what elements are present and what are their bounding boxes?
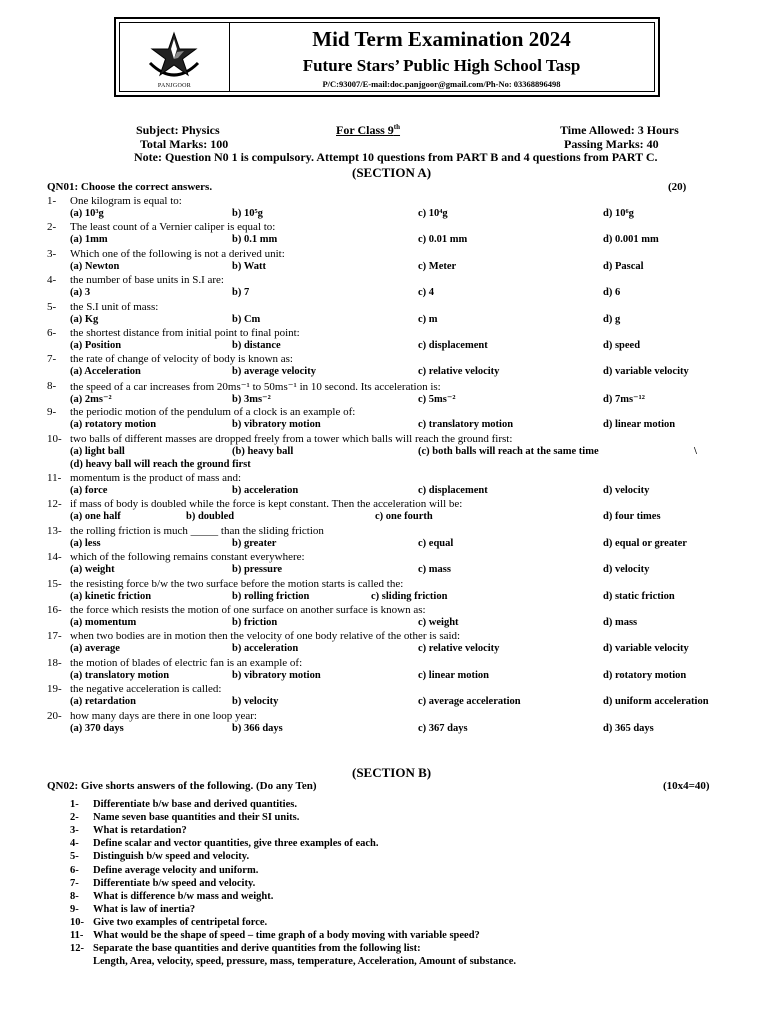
- short-question: [70, 851, 249, 862]
- passing-marks: Passing Marks: 40: [564, 137, 659, 151]
- mcq-option: c) 5ms⁻²: [418, 393, 456, 405]
- mcq-question: the resisting force b/w the two surface before the motion starts is called the:: [70, 577, 404, 590]
- short-question-number: 9-: [70, 903, 79, 915]
- mcq-option: c) displacement: [418, 340, 488, 351]
- mcq-option: b) distance: [232, 340, 281, 351]
- mcq-option: (a) less: [70, 537, 101, 549]
- mcq-option: b) Watt: [232, 260, 266, 272]
- class-label-sup: th: [393, 123, 401, 131]
- mcq-number: 16-: [47, 604, 62, 616]
- exam-title: Mid Term Examination 2024: [312, 27, 571, 51]
- short-question-text: What is difference b/w mass and weight.: [93, 890, 274, 902]
- mcq-number: 9-: [47, 406, 57, 419]
- mcq-question: One kilogram is equal to:: [70, 195, 182, 207]
- mcq-question: the negative acceleration is called:: [70, 683, 222, 696]
- mcq-number: 13-: [47, 524, 62, 537]
- mcq-option: (a) retardation: [70, 696, 136, 708]
- mcq-number: 4-: [47, 274, 57, 287]
- mcq-number: 5-: [47, 300, 57, 313]
- mcq-option: (c) both balls will reach at the same time: [418, 445, 599, 457]
- short-question: [70, 865, 258, 876]
- mcq-option: c) translatory motion: [418, 419, 514, 431]
- short-question-text: Name seven base quantities and their SI units.: [93, 812, 300, 824]
- short-question: [70, 878, 255, 889]
- mcq-question: the motion of blades of electric fan is an example of:: [70, 656, 303, 669]
- section-a-heading: QN01: Choose the correct answers.: [47, 181, 213, 193]
- mcq-option: (a) 2ms⁻²: [70, 393, 112, 405]
- short-question-number: 2-: [70, 812, 79, 824]
- mcq-question: momentum is the product of mass and:: [70, 472, 242, 484]
- mcq-option: (a) rotatory motion: [70, 419, 157, 431]
- section-b-title: (SECTION B): [352, 765, 432, 780]
- mcq-option: b) 10⁵g: [232, 208, 263, 219]
- mcq-option: b) friction: [232, 617, 278, 628]
- subject-label: Subject: Physics: [136, 123, 220, 137]
- short-question-text: What is retardation?: [93, 825, 187, 837]
- short-question-number: 6-: [70, 864, 79, 876]
- header-inner-border: [119, 22, 655, 92]
- mcq-option: (a) average: [70, 643, 120, 655]
- mcq-option: b) doubled: [186, 511, 235, 523]
- school-logo: [120, 23, 230, 91]
- mcq-option: c) average acceleration: [418, 696, 521, 708]
- mcq-option: b) acceleration: [232, 643, 299, 655]
- mcq-option: b) rolling friction: [232, 590, 310, 602]
- short-question-text: Give two examples of centripetal force.: [93, 916, 268, 928]
- logo-caption: PANJGOOR: [157, 83, 192, 89]
- short-question-number: 5-: [70, 851, 79, 863]
- mcq-option: (a) 370 days: [70, 722, 124, 734]
- mcq-option: c) linear motion: [418, 669, 489, 681]
- mcq-option: (a) Kg: [70, 313, 99, 325]
- mcq-option: (a) 10³g: [70, 208, 104, 219]
- mcq-number: 2-: [47, 221, 57, 234]
- short-question-text: Differentiate b/w speed and velocity.: [93, 877, 256, 889]
- mcq-number: 10-: [47, 432, 62, 445]
- mcq-option: c) relative velocity: [418, 643, 500, 655]
- time-allowed: Time Allowed: 3 Hours: [560, 123, 679, 137]
- mcq-option: (a) force: [70, 485, 108, 496]
- section-a-title: (SECTION A): [352, 165, 432, 180]
- short-question: [70, 812, 299, 823]
- mcq-option: d) linear motion: [603, 419, 676, 431]
- short-question: [70, 917, 267, 928]
- short-question: [70, 838, 379, 849]
- mcq-option: b) vibratory motion: [232, 419, 321, 431]
- mcq-option: c) displacement: [418, 485, 488, 496]
- mcq-option: c) 0.01 mm: [418, 234, 468, 246]
- section-b-heading: QN02: Give shorts answers of the following. (Do any Ten): [47, 780, 317, 792]
- mcq-option: (d) heavy ball will reach the ground first: [70, 458, 251, 470]
- short-question-text: Define scalar and vector quantities, give three examples of each.: [93, 838, 379, 850]
- mcq-question: the force which resists the motion of one surface on another surface is known as:: [70, 604, 426, 616]
- mcq-option: d) 6: [603, 287, 621, 299]
- mcq-option: d) 0.001 mm: [603, 234, 659, 246]
- mcq-question: the rate of change of velocity of body is known as:: [70, 353, 293, 366]
- mcq-number: 3-: [47, 247, 57, 260]
- mcq-number: 19-: [47, 683, 62, 696]
- mcq-question: the periodic motion of the pendulum of a clock is an example of:: [70, 406, 356, 419]
- short-question-number: 10-: [70, 916, 84, 928]
- mcq-option: d) uniform acceleration: [603, 696, 709, 708]
- class-label: [336, 123, 400, 138]
- mcq-number: 12-: [47, 498, 62, 511]
- exam-note: Note: Question N0 1 is compulsory. Attempt 10 questions from PART B and 4 questions from PART C.: [134, 150, 658, 164]
- mcq-option: (a) one half: [70, 511, 121, 523]
- mcq-option: d) 365 days: [603, 722, 654, 734]
- mcq-option: (a) Acceleration: [70, 366, 141, 378]
- mcq-option: b) pressure: [232, 564, 283, 576]
- short-question-text: Distinguish b/w speed and velocity.: [93, 851, 250, 863]
- exam-header: [114, 17, 660, 97]
- mcq-question: two balls of different masses are dropped freely from a tower which balls will reach the ground first:: [70, 432, 513, 445]
- short-question-text: What would be the shape of speed – time graph of a body moving with variable speed?: [93, 930, 480, 941]
- mcq-option: d) Pascal: [603, 260, 644, 272]
- mcq-question: the number of base units in S.I are:: [70, 274, 224, 287]
- section-b-marks: (10x4=40): [663, 780, 710, 792]
- mcq-number: 17-: [47, 630, 62, 643]
- mcq-question: The least count of a Vernier caliper is equal to:: [70, 221, 276, 234]
- short-question-number: 1-: [70, 799, 79, 810]
- mcq-option: b) greater: [232, 537, 277, 549]
- short-question-text: Separate the base quantities and derive quantities from the following list:: [93, 943, 421, 955]
- mcq-option: d) velocity: [603, 564, 650, 576]
- short-question-text: Differentiate b/w base and derived quantities.: [93, 799, 297, 810]
- mcq-option: c) equal: [418, 537, 454, 549]
- mcq-option: d) mass: [603, 617, 638, 628]
- mcq-option: c) one fourth: [375, 511, 433, 523]
- mcq-question: how many days are there in one loop year:: [70, 709, 257, 722]
- mcq-number: 1-: [47, 195, 57, 207]
- mcq-number: 7-: [47, 353, 57, 366]
- mcq-option: b) average velocity: [232, 366, 316, 378]
- mcq-option: c) Meter: [418, 260, 457, 272]
- mcq-question: the speed of a car increases from 20ms⁻¹ to 50ms⁻¹ in 10 second. Its acceleration is:: [70, 380, 441, 393]
- mcq-question: Which one of the following is not a derived unit:: [70, 247, 285, 260]
- mcq-option: (a) momentum: [70, 617, 137, 628]
- class-label-text: For Class 9: [336, 123, 394, 137]
- mcq-number: 11-: [47, 472, 62, 484]
- mcq-option: d) 10⁶g: [603, 208, 634, 219]
- mcq-question: which of the following remains constant everywhere:: [70, 551, 305, 564]
- mcq-option: b) vibratory motion: [232, 669, 321, 681]
- mcq-option: (b) heavy ball: [232, 445, 294, 457]
- short-question: [70, 891, 273, 902]
- short-question: [70, 943, 421, 954]
- short-question-number: 4-: [70, 838, 79, 850]
- mcq-option: b) 0.1 mm: [232, 234, 278, 246]
- short-question: [70, 930, 480, 941]
- mcq-option: b) acceleration: [232, 485, 299, 496]
- mcq-option: c) weight: [418, 617, 459, 628]
- mcq-option: b) 7: [232, 287, 250, 299]
- short-question-number: 11-: [70, 930, 84, 941]
- mcq-option: d) rotatory motion: [603, 669, 687, 681]
- mcq-option: (a) weight: [70, 564, 115, 576]
- mcq-question: when two bodies are in motion then the velocity of one body relative of the other is said:: [70, 630, 461, 643]
- mcq-option: d) variable velocity: [603, 366, 689, 378]
- short-question-12-continuation: Length, Area, velocity, speed, pressure, mass, temperature, Acceleration, Amount of substance.: [93, 956, 516, 967]
- mcq-option: b) 3ms⁻²: [232, 393, 271, 405]
- mcq-option: c) mass: [418, 564, 451, 576]
- mcq-option: d) static friction: [603, 590, 675, 602]
- mcq-question: the rolling friction is much _____ than the sliding friction: [70, 524, 324, 537]
- mcq-option: b) 366 days: [232, 722, 283, 734]
- mcq-number: 6-: [47, 327, 57, 339]
- mcq-option: d) g: [603, 313, 621, 325]
- mcq-option: (a) 1mm: [70, 234, 108, 246]
- mcq-question: if mass of body is doubled while the force is kept constant. Then the acceleration will be:: [70, 498, 463, 511]
- mcq-question: the S.I unit of mass:: [70, 300, 159, 313]
- mcq-option: c) 367 days: [418, 722, 468, 734]
- mcq-number: 8-: [47, 379, 57, 392]
- mcq-option: (a) Position: [70, 340, 122, 351]
- school-name: Future Stars’ Public High School Tasp: [302, 56, 581, 75]
- mcq-option: d) equal or greater: [603, 537, 687, 549]
- star-emblem-icon: [140, 27, 208, 85]
- short-question: [70, 904, 195, 915]
- mcq-option: d) velocity: [603, 485, 650, 496]
- short-question: [70, 799, 297, 810]
- mcq-option: (a) translatory motion: [70, 669, 170, 681]
- mcq-number: 18-: [47, 656, 62, 669]
- mcq-option: (a) kinetic friction: [70, 590, 152, 602]
- mcq-question: the shortest distance from initial point to final point:: [70, 327, 300, 339]
- short-question-text: What is law of inertia?: [93, 903, 196, 915]
- mcq-number: 20-: [47, 709, 62, 722]
- mcq-option: d) 7ms⁻¹²: [603, 393, 645, 405]
- mcq-option: c) 10⁴g: [418, 208, 448, 219]
- short-question-number: 12-: [70, 943, 84, 955]
- mcq-option: d) four times: [603, 511, 661, 523]
- mcq-option: d) variable velocity: [603, 643, 689, 655]
- mcq-option: d) speed: [603, 340, 641, 351]
- mcq-option: c) relative velocity: [418, 366, 500, 378]
- mcq-option: c) m: [418, 313, 438, 325]
- mcq-option: (a) 3: [70, 287, 91, 299]
- contact-info: P/C:93007/E-mail:doc.panjgoor@gmail.com/Ph-No: 03368896498: [322, 79, 561, 89]
- mcq-number: 14-: [47, 551, 62, 564]
- short-question-number: 8-: [70, 890, 79, 902]
- mcq-option: (a) light ball: [70, 445, 125, 457]
- mcq-option: c) 4: [418, 287, 435, 299]
- mcq-option: c) sliding friction: [371, 590, 448, 602]
- mcq-option: b) velocity: [232, 696, 279, 708]
- short-question-number: 3-: [70, 825, 79, 837]
- total-marks: Total Marks: 100: [140, 137, 229, 151]
- mcq-option: b) Cm: [232, 313, 261, 325]
- short-question-text: Define average velocity and uniform.: [93, 864, 259, 876]
- mcq-option: (a) Newton: [70, 260, 120, 272]
- short-question: [70, 825, 187, 836]
- section-a-marks: (20): [668, 181, 687, 193]
- short-question-number: 7-: [70, 877, 79, 889]
- mcq-option: \: [694, 445, 697, 457]
- mcq-number: 15-: [47, 577, 62, 590]
